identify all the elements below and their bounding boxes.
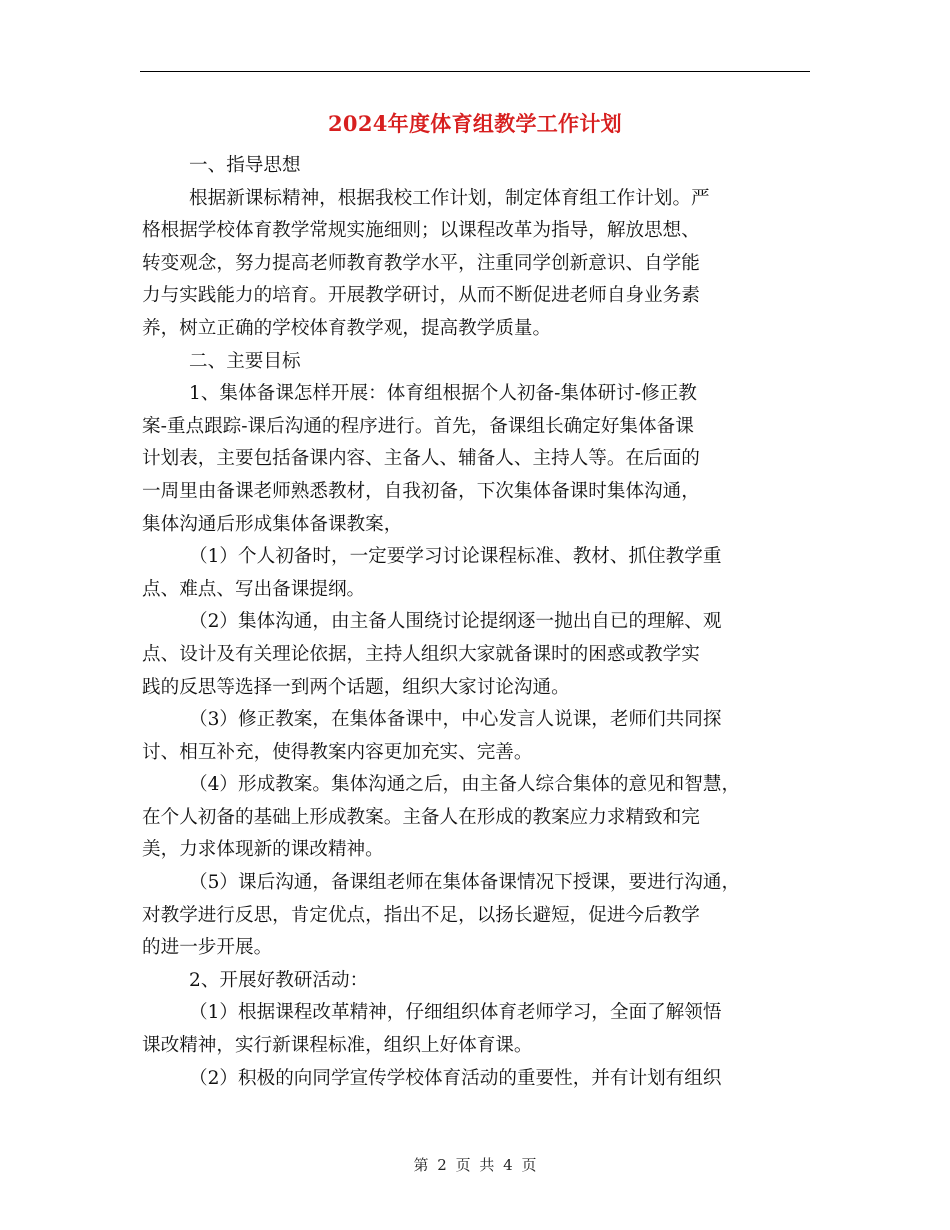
paragraph-line: 1、集体备课怎样开展：体育组根据个人初备-集体研讨-修正教	[189, 383, 697, 405]
paragraph-line: 对教学进行反思，肯定优点，指出不足，以扬长避短，促进今后教学	[142, 904, 700, 926]
list-item-line: （1）个人初备时，一定要学习讨论课程标准、教材、抓住教学重	[189, 546, 722, 568]
list-item-line: （5）课后沟通，备课组老师在集体备课情况下授课，要进行沟通，	[189, 872, 741, 894]
document-title: 2024年度体育组教学工作计划	[328, 111, 622, 136]
header-rule	[140, 71, 810, 72]
paragraph-line: 的进一步开展。	[142, 937, 273, 959]
paragraph-line: 点、难点、写出备课提纲。	[142, 578, 366, 600]
list-item-line: （3）修正教案，在集体备课中，中心发言人说课，老师们共同探	[189, 709, 722, 731]
section-heading-main-goals: 二、主要目标	[189, 350, 301, 372]
list-item-line: （2）集体沟通，由主备人围绕讨论提纲逐一抛出自已的理解、观	[189, 611, 722, 633]
paragraph-line: 美，力求体现新的课改精神。	[142, 839, 384, 861]
paragraph-line: 转变观念，努力提高老师教育教学水平，注重同学创新意识、自学能	[142, 252, 700, 274]
paragraph-line: 在个人初备的基础上形成教案。主备人在形成的教案应力求精致和完	[142, 806, 700, 828]
paragraph-line: 课改精神，实行新课程标准，组织上好体育课。	[142, 1035, 533, 1057]
paragraph-line: 一周里由备课老师熟悉教材，自我初备，下次集体备课时集体沟通，	[142, 480, 700, 502]
page-footer: 第 2 页 共 4 页	[413, 1156, 537, 1174]
list-item-line: （4）形成教案。集体沟通之后，由主备人综合集体的意见和智慧，	[189, 774, 741, 796]
paragraph-line: 点、设计及有关理论依据，主持人组织大家就备课时的困惑或教学实	[142, 643, 700, 665]
list-item-line: 2、开展好教研活动：	[189, 969, 369, 991]
list-item-line: （2）积极的向同学宣传学校体育活动的重要性，并有计划有组织	[189, 1067, 722, 1089]
paragraph-line: 根据新课标精神，根据我校工作计划，制定体育组工作计划。严	[189, 187, 710, 209]
paragraph-line: 计划表，主要包括备课内容、主备人、辅备人、主持人等。在后面的	[142, 448, 700, 470]
paragraph-line: 力与实践能力的培育。开展教学研讨，从而不断促进老师自身业务素	[142, 285, 700, 307]
document-body	[142, 150, 818, 1095]
list-item-line: （1）根据课程改革精神，仔细组织体育老师学习，全面了解领悟	[189, 1002, 722, 1024]
paragraph-line: 集体沟通后形成集体备课教案，	[142, 513, 403, 535]
paragraph-line: 讨、相互补充，使得教案内容更加充实、完善。	[142, 741, 533, 763]
paragraph-line: 养，树立正确的学校体育教学观，提高教学质量。	[142, 317, 552, 339]
paragraph-line: 格根据学校体育教学常规实施细则；以课程改革为指导，解放思想、	[142, 220, 700, 242]
paragraph-line: 践的反思等选择一到两个话题，组织大家讨论沟通。	[142, 676, 570, 698]
paragraph-line: 案-重点跟踪-课后沟通的程序进行。首先，备课组长确定好集体备课	[142, 415, 694, 437]
section-heading-guiding-thought: 一、指导思想	[189, 155, 301, 176]
